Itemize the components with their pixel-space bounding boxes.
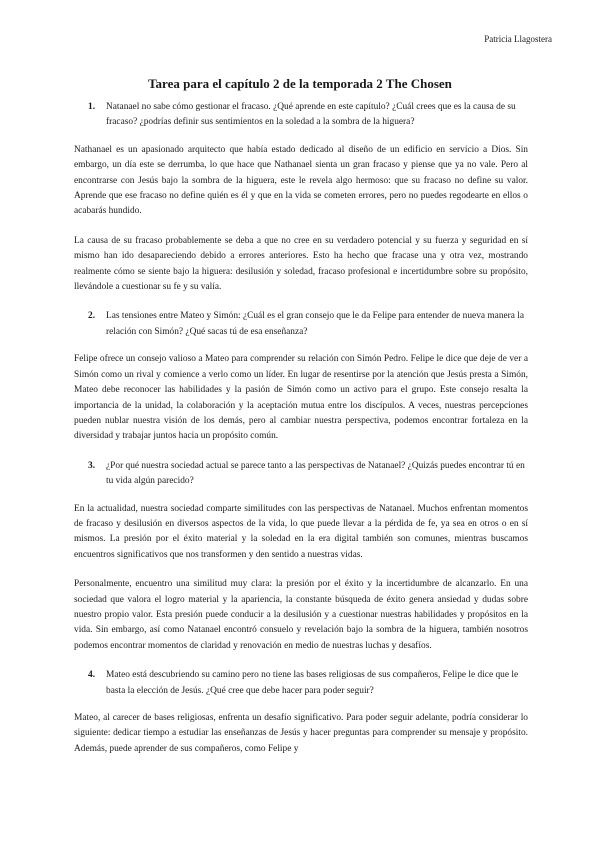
- answer-paragraph: La causa de su fracaso probablemente se deba a que no cree en su verdadero potencial y su fuerza y seguridad en sí mismo han ido desapareciendo debido a errores anteriores. Esto ha hecho que fracase una y otra vez, mostrando realmente cómo se siente bajo la higuera: desilusión y soledad, fracaso profesional e incertidumbre sobre su propósito, llevándole a cuestionar su fe y su valía.: [74, 235, 528, 293]
- question-2: [74, 309, 528, 340]
- question-text: Mateo está descubriendo su camino pero no tiene las bases religiosas de sus compañeros, Felipe le dice que le basta la elección de Jesús. ¿Qué cree que debe hacer para poder seguir?: [106, 670, 519, 696]
- question-text: ¿Por qué nuestra sociedad actual se parece tanto a las perspectivas de Natanael? ¿Quizás puedes encontrar tú en tu vida algún parecido?: [106, 460, 525, 487]
- question-text: Las tensiones entre Mateo y Simón: ¿Cuál es el gran consejo que le da Felipe para entender de nueva manera la relación con Simón? ¿Qué sacas tú de esa enseñanza?: [106, 311, 525, 337]
- question-number: 4.: [88, 670, 96, 681]
- document-body: [74, 100, 528, 771]
- question-text: Natanael no sabe cómo gestionar el fracaso. ¿Qué aprende en este capítulo? ¿Cuál crees que es la causa de su fracaso? ¿podrías definir sus sentimientos en la soledad a la sombra de la higuera?: [106, 102, 516, 128]
- answer-paragraph: Personalmente, encuentro una similitud muy clara: la presión por el éxito y la incertidumbre de alcanzarlo. En una sociedad que valora el logro material y la apariencia, la constante búsqueda de éxito genera ansiedad y dudas sobre nuestro propio valor. Esta presión puede conducir a la desilusión y a cuestionar nuestras habilidades y propósitos en la vida. Sin embargo, así como Natanael encontró consuelo y revelación bajo la sombra de la higuera, también nosotros podemos encontrar momentos de claridad y renovación en medio de nuestras luchas y desafíos.: [74, 579, 528, 651]
- question-number: 1.: [88, 102, 96, 112]
- answer-paragraph: En la actualidad, nuestra sociedad comparte similitudes con las perspectivas de Natanael. Muchos enfrentan momentos de fracaso y desilusión en diversos aspectos de la vida, lo que puede llevar a la pérdida de fe, ya sea en otros o en sí mismos. La presión por el éxito material y la soledad en la era digital también son comunes, mientras buscamos encuentros significativos que nos transformen y den sentido a nuestras vidas.: [74, 503, 528, 560]
- answer-paragraph: Mateo, al carecer de bases religiosas, enfrenta un desafío significativo. Para poder seguir adelante, podría considerar lo siguiente: dedicar tiempo a estudiar las enseñanzas de Jesús y hacer preguntas para comprender su mensaje y propósito. Además, puede aprender de sus compañeros, como Felipe y: [74, 713, 528, 754]
- document-title: Tarea para el capítulo 2 de la temporada 2 The Chosen: [148, 76, 452, 91]
- question-4: [74, 668, 528, 699]
- question-number: 3.: [88, 460, 96, 471]
- question-1: [74, 100, 528, 131]
- author-name: Patricia Llagostera: [484, 34, 552, 44]
- answer-paragraph: Felipe ofrece un consejo valioso a Mateo para comprender su relación con Simón Pedro. Felipe le dice que deje de ver a Simón como un rival y comience a verlo como un líder. En lugar de resentirse por la atención que Jesús presta a Simón, Mateo debe reconocer las habilidades y la pasión de Simón como un activo para el grupo. Este consejo resalta la importancia de la unidad, la colaboración y la aceptación mutua entre los discípulos. A veces, nuestras percepciones pueden nublar nuestra visión de los demás, pero al cambiar nuestra perspectiva, podemos encontrar fortaleza en la diversidad y trabajar juntos hacia un propósito común.: [74, 354, 528, 442]
- answer-paragraph: Nathanael es un apasionado arquitecto que había estado dedicado al diseño de un edificio en servicio a Dios. Sin embargo, un día este se derrumba, lo que hace que Nathanael sienta un gran fracaso y piense que ya no vale. Pero al encontrarse con Jesús bajo la sombra de la higuera, este le revela algo hermoso: que su fracaso no define su valor. Aprende que ese fracaso no define quién es él y que en la vida se cometen errores, pero no puedes regodearte en ellos o acabarás hundido.: [74, 144, 528, 217]
- question-3: [74, 459, 528, 490]
- question-number: 2.: [88, 311, 96, 322]
